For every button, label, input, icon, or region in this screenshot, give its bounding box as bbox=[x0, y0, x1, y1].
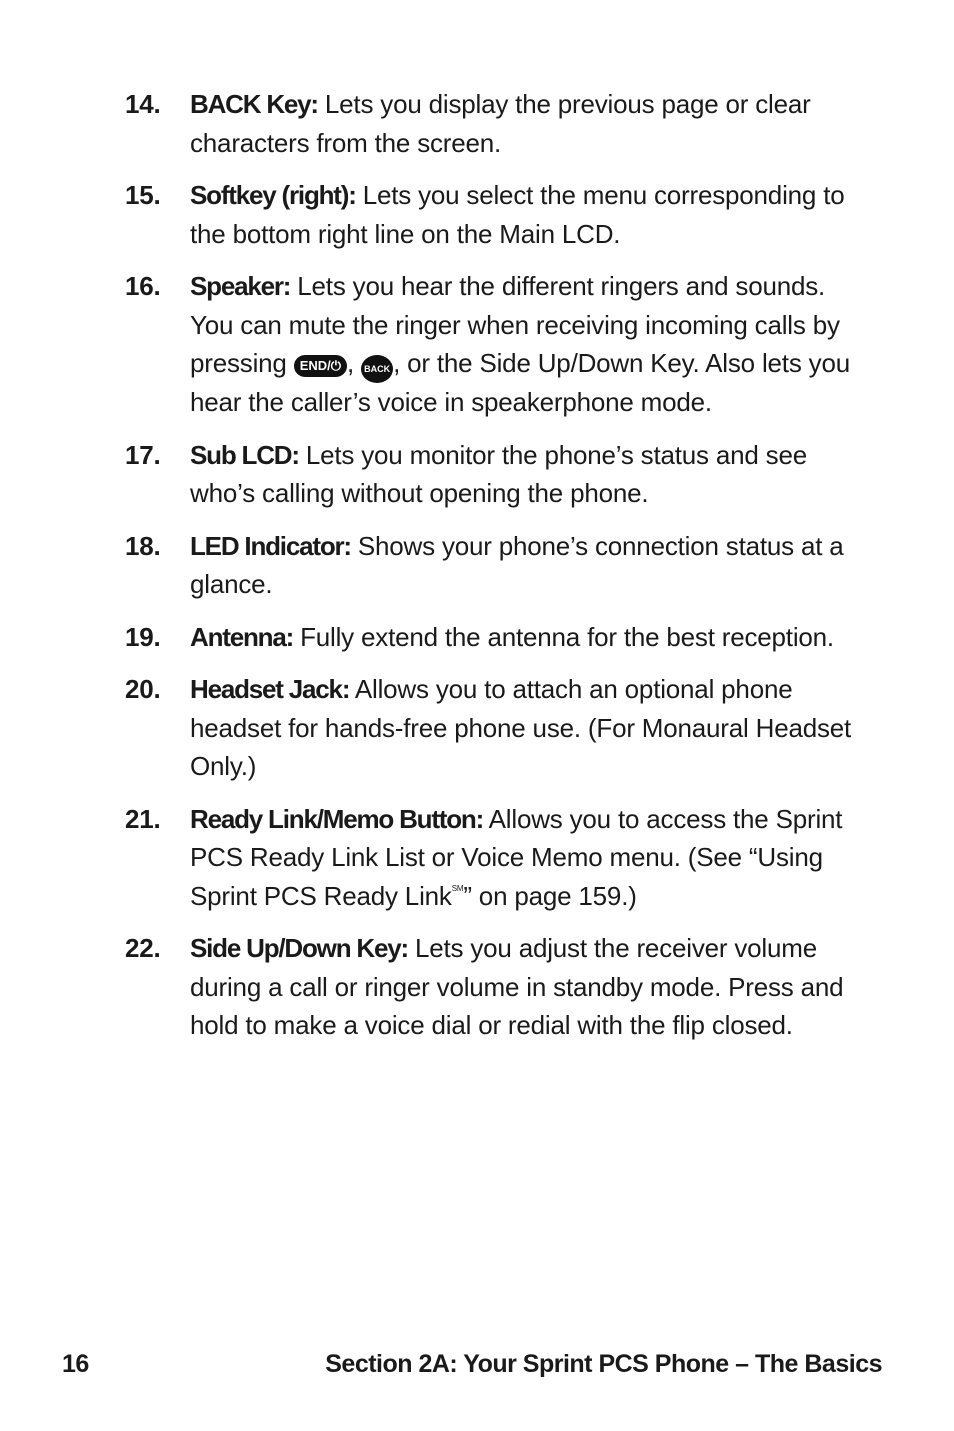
item-number: 18. bbox=[125, 530, 161, 561]
item-description: Allows you to attach an optional phone headset for hands-free phone use. (For Monaural Headset Only.) bbox=[190, 674, 852, 781]
end-key-icon: END/⏻ bbox=[294, 355, 347, 377]
back-key-icon: BACK bbox=[361, 355, 393, 383]
item-number: 16. bbox=[125, 271, 161, 301]
item-term: LED Indicator: bbox=[190, 530, 351, 561]
definition-list bbox=[125, 85, 870, 1059]
item-number: 21. bbox=[125, 803, 161, 834]
item-description: Allows you to access the Sprint PCS Ready Link List or Voice Memo menu. (See “Using Sprint PCS Ready Link bbox=[190, 803, 843, 911]
item-number: 15. bbox=[125, 180, 161, 210]
item-description: Lets you display the previous page or clear characters from the screen. bbox=[190, 89, 811, 158]
list-item-side-up-down-key bbox=[125, 929, 870, 1045]
item-term: Sub LCD: bbox=[190, 439, 299, 470]
item-term: Speaker: bbox=[190, 271, 291, 301]
item-description: Lets you select the menu corresponding to the bottom right line on the Main LCD. bbox=[190, 180, 845, 249]
service-mark: SM bbox=[451, 883, 464, 893]
item-term: Softkey (right): bbox=[190, 180, 356, 210]
item-number: 22. bbox=[125, 933, 161, 963]
item-description: Shows your phone’s connection status at a glance. bbox=[190, 530, 844, 599]
item-description: Lets you hear the different ringers and sounds. You can mute the ringer when receiving incoming calls by pressing bbox=[190, 271, 840, 378]
list-item-speaker bbox=[125, 267, 870, 422]
item-description-continued: , or the Side Up/Down Key. Also lets you hear the caller’s voice in speakerphone mode. bbox=[190, 348, 850, 417]
item-term: BACK Key: bbox=[190, 89, 318, 119]
item-term: Side Up/Down Key: bbox=[190, 933, 408, 963]
item-description: Lets you adjust the receiver volume during a call or ringer volume in standby mode. Press and hold to make a voice dial or redial with the flip closed. bbox=[190, 933, 844, 1040]
item-description: Lets you monitor the phone’s status and see who’s calling without opening the phone. bbox=[190, 439, 807, 508]
list-item-antenna bbox=[125, 618, 870, 657]
list-item-headset-jack bbox=[125, 670, 870, 786]
item-number: 20. bbox=[125, 674, 161, 704]
item-number: 17. bbox=[125, 439, 161, 470]
separator-text: , bbox=[347, 348, 362, 378]
section-title: Section 2A: Your Sprint PCS Phone – The Basics bbox=[325, 1350, 882, 1378]
list-item-sub-lcd bbox=[125, 436, 870, 513]
page-number: 16 bbox=[62, 1350, 89, 1378]
item-number: 14. bbox=[125, 89, 161, 119]
item-description-continued: ” on page 159.) bbox=[463, 880, 637, 911]
item-number: 19. bbox=[125, 621, 161, 652]
item-term: Ready Link/Memo Button: bbox=[190, 803, 484, 834]
item-term: Antenna: bbox=[190, 621, 294, 652]
list-item-led-indicator bbox=[125, 527, 870, 604]
item-description: Fully extend the antenna for the best reception. bbox=[293, 621, 834, 652]
item-term: Headset Jack: bbox=[190, 674, 350, 704]
list-item-softkey-right bbox=[125, 176, 870, 253]
list-item-ready-link-button bbox=[125, 800, 870, 916]
list-item-back-key bbox=[125, 85, 870, 162]
